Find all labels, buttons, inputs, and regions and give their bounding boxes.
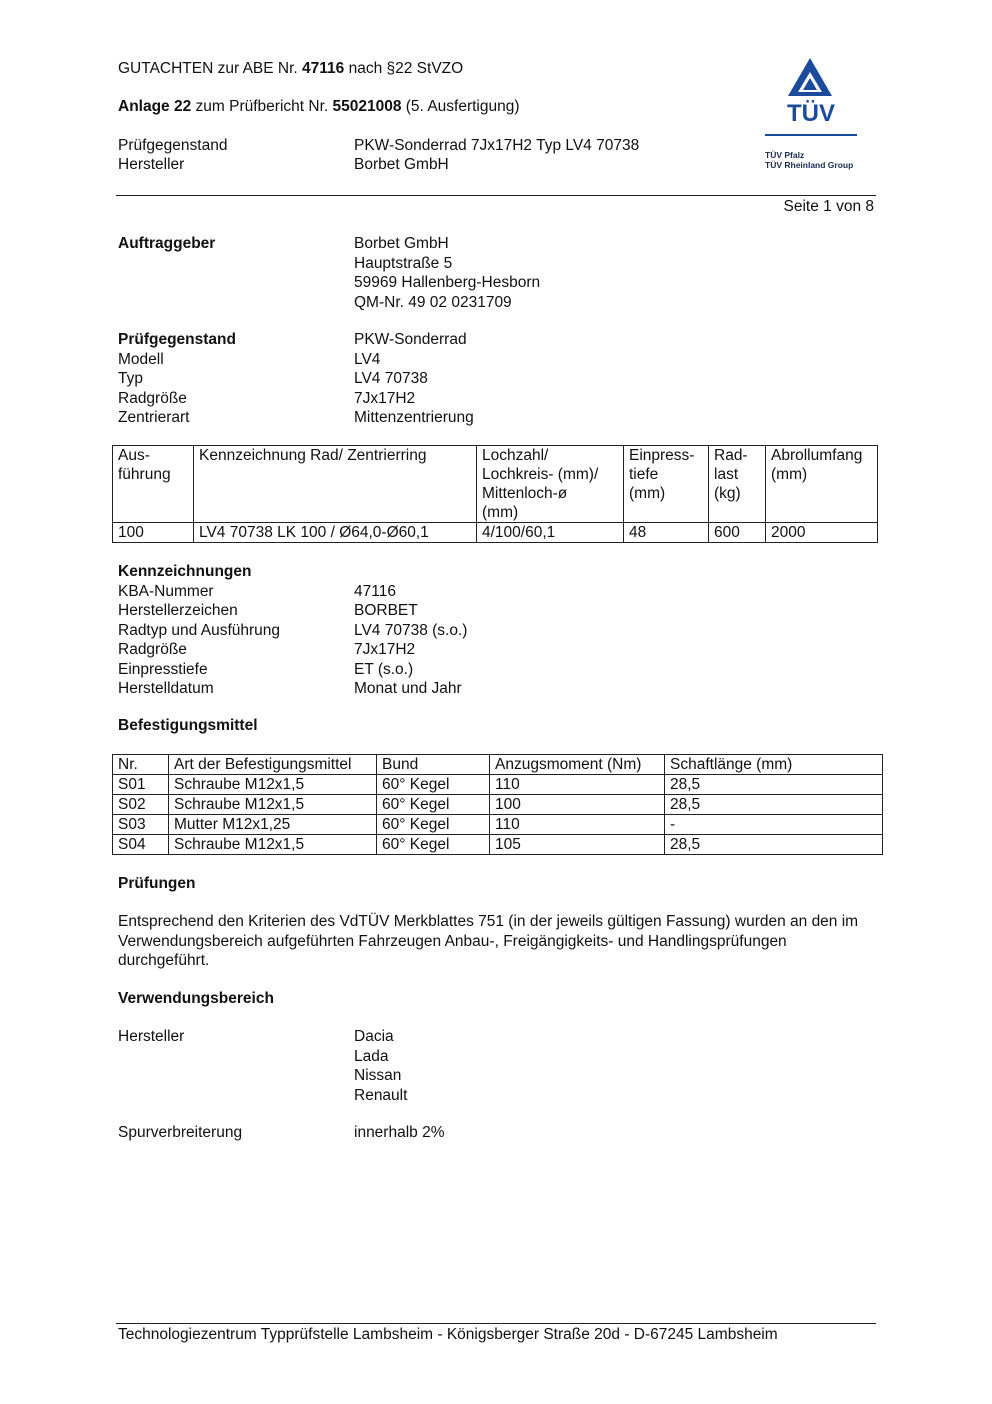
table-header-cell [194,446,477,523]
table-cell: 48 [624,523,709,543]
table-header-cell [709,446,766,523]
header-text: Aus- führung [118,447,171,483]
table-cell: Schraube M12x1,5 [169,795,377,815]
table-cell: 100 [490,795,665,815]
pruefungen-text: Entsprechend den Kriterien des VdTÜV Merkblattes 751 (in der jeweils gültigen Fassung) wurden an den im Verwendungsbereich aufgeführten Fahrzeugen Anbau-, Freigängigkeits- und Handlingsprüfungen durchgeführt. [118,913,859,969]
table-cell: Schraube M12x1,5 [169,835,377,855]
table-header-cell [624,446,709,523]
table-row [113,815,883,835]
header-rule [116,195,876,196]
auftraggeber-block [354,234,540,312]
table-header-row [113,446,878,523]
table-cell: Schraube M12x1,5 [169,775,377,795]
table-header-row [113,755,883,775]
verwendung-title: Verwendungsbereich [118,990,274,1007]
anlage-nr: 55021008 [332,98,402,115]
footer-rule [116,1323,876,1324]
table-row [113,775,883,795]
verwendung-hersteller-label: Hersteller [118,1028,185,1045]
header-text: Lochzahl/ Lochkreis- (mm)/ Mittenloch-ø (mm) [482,447,599,521]
pruef-row-value: LV4 [354,350,381,368]
kenn-row-label: Radtyp und Ausführung [118,621,281,639]
pruefgegenstand-values [354,330,474,428]
table-cell: 60° Kegel [377,815,490,835]
hersteller-item: Dacia [354,1028,394,1045]
hersteller-item: Nissan [354,1067,402,1084]
table-row [113,523,878,543]
auftraggeber-line: 59969 Hallenberg-Hesborn [354,274,541,291]
header-pruef-value: PKW-Sonderrad 7Jx17H2 Typ LV4 70738 [354,137,640,154]
tuv-line1: TÜV Pfalz [765,150,805,160]
pruef-row-value: 7Jx17H2 [354,389,416,407]
table-cell: 110 [490,815,665,835]
hersteller-item: Renault [354,1086,408,1104]
header-text: Einpress- tiefe (mm) [629,447,695,502]
kenn-row-label: Einpresstiefe [118,660,208,678]
table-header-cell [766,446,878,523]
table-cell: 60° Kegel [377,795,490,815]
tuv-logo [758,56,868,176]
pruef-row-label: Modell [118,350,164,368]
kennzeichnungen-values [354,582,467,699]
table-header-cell: Bund [377,755,490,775]
kenn-row-value: ET (s.o.) [354,660,414,678]
auftraggeber-line: Hauptstraße 5 [354,254,453,272]
table-header-cell: Nr. [113,755,169,775]
kenn-row-label: Radgröße [118,641,187,658]
table-cell: 100 [113,523,194,543]
table-cell: 2000 [766,523,878,543]
table-cell: - [665,815,883,835]
footer-text: Technologiezentrum Typprüfstelle Lambsheim - Königsberger Straße 20d - D-67245 Lambsheim [118,1326,778,1343]
header-text: Abrollumfang (mm) [771,447,863,483]
anlage-line [118,97,520,117]
table-header-cell [113,446,194,523]
header-text: Rad- last (kg) [714,447,748,502]
table-cell: 4/100/60,1 [477,523,624,543]
table-cell: S02 [113,795,169,815]
auftraggeber-title: Auftraggeber [118,235,216,252]
table-cell: 28,5 [665,795,883,815]
table-header-cell: Schaftlänge (mm) [665,755,883,775]
kenn-row-value: LV4 70738 (s.o.) [354,621,468,639]
auftraggeber-line: QM-Nr. 49 02 0231709 [354,293,512,311]
table-cell: S03 [113,815,169,835]
table-header-cell [477,446,624,523]
tuv-brand: TÜV [787,100,835,127]
kennzeichnungen-title: Kennzeichnungen [118,563,252,580]
pruef-row-value: Mittenzentrierung [354,409,474,426]
kenn-row-label: Herstelldatum [118,680,214,697]
kenn-row-value: 7Jx17H2 [354,641,416,658]
anlage-label: Anlage 22 [118,98,192,115]
header-hersteller-label: Hersteller [118,156,185,173]
spur-value: innerhalb 2% [354,1124,445,1141]
kenn-row-value: 47116 [354,582,396,600]
table-cell: 110 [490,775,665,795]
rad-table [112,445,878,543]
pruef-row-value: LV4 70738 [354,370,428,387]
gutachten-line [118,59,463,79]
table-cell: 60° Kegel [377,835,490,855]
gutachten-suffix: nach §22 StVZO [344,60,464,77]
table-cell: S01 [113,775,169,795]
gutachten-prefix: GUTACHTEN zur ABE Nr. [118,60,303,77]
table-cell: 60° Kegel [377,775,490,795]
pruefungen-title: Prüfungen [118,875,196,892]
header-hersteller-value: Borbet GmbH [354,156,449,173]
kennzeichnungen-labels [118,562,280,699]
anlage-mid: zum Prüfbericht Nr. [191,98,333,115]
kenn-row-value: Monat und Jahr [354,680,462,697]
befestigung-title: Befestigungsmittel [118,717,258,734]
table-cell: 600 [709,523,766,543]
anlage-suffix: (5. Ausfertigung) [401,98,520,115]
table-header-cell: Anzugsmoment (Nm) [490,755,665,775]
befestigung-table [112,754,883,855]
table-header-cell: Art der Befestigungsmittel [169,755,377,775]
kenn-row-value: BORBET [354,602,418,619]
verwendung-hersteller-list [354,1027,407,1105]
pruefgegenstand-title: Prüfgegenstand [118,331,236,348]
table-cell: S04 [113,835,169,855]
pruefgegenstand-labels [118,330,236,428]
header-text: Kennzeichnung Rad/ Zentrierring [199,447,427,464]
spur-label: Spurverbreiterung [118,1124,243,1141]
page-info: Seite 1 von 8 [783,198,874,215]
table-cell: LV4 70738 LK 100 / Ø64,0-Ø60,1 [194,523,477,543]
table-row [113,835,883,855]
header-pruef-label: Prüfgegenstand [118,137,228,154]
kenn-row-label: KBA-Nummer [118,582,214,600]
pruefgegenstand-title-value: PKW-Sonderrad [354,331,467,348]
hersteller-item: Lada [354,1047,389,1065]
gutachten-nr: 47116 [302,60,345,77]
table-row [113,795,883,815]
pruef-row-label: Zentrierart [118,409,190,426]
table-cell: 28,5 [665,775,883,795]
tuv-line2: TÜV Rheinland Group [765,160,854,170]
table-cell: 105 [490,835,665,855]
table-cell: Mutter M12x1,25 [169,815,377,835]
pruef-row-label: Typ [118,370,143,387]
auftraggeber-line: Borbet GmbH [354,235,449,252]
table-cell: 28,5 [665,835,883,855]
kenn-row-label: Herstellerzeichen [118,602,238,619]
pruef-row-label: Radgröße [118,389,187,407]
